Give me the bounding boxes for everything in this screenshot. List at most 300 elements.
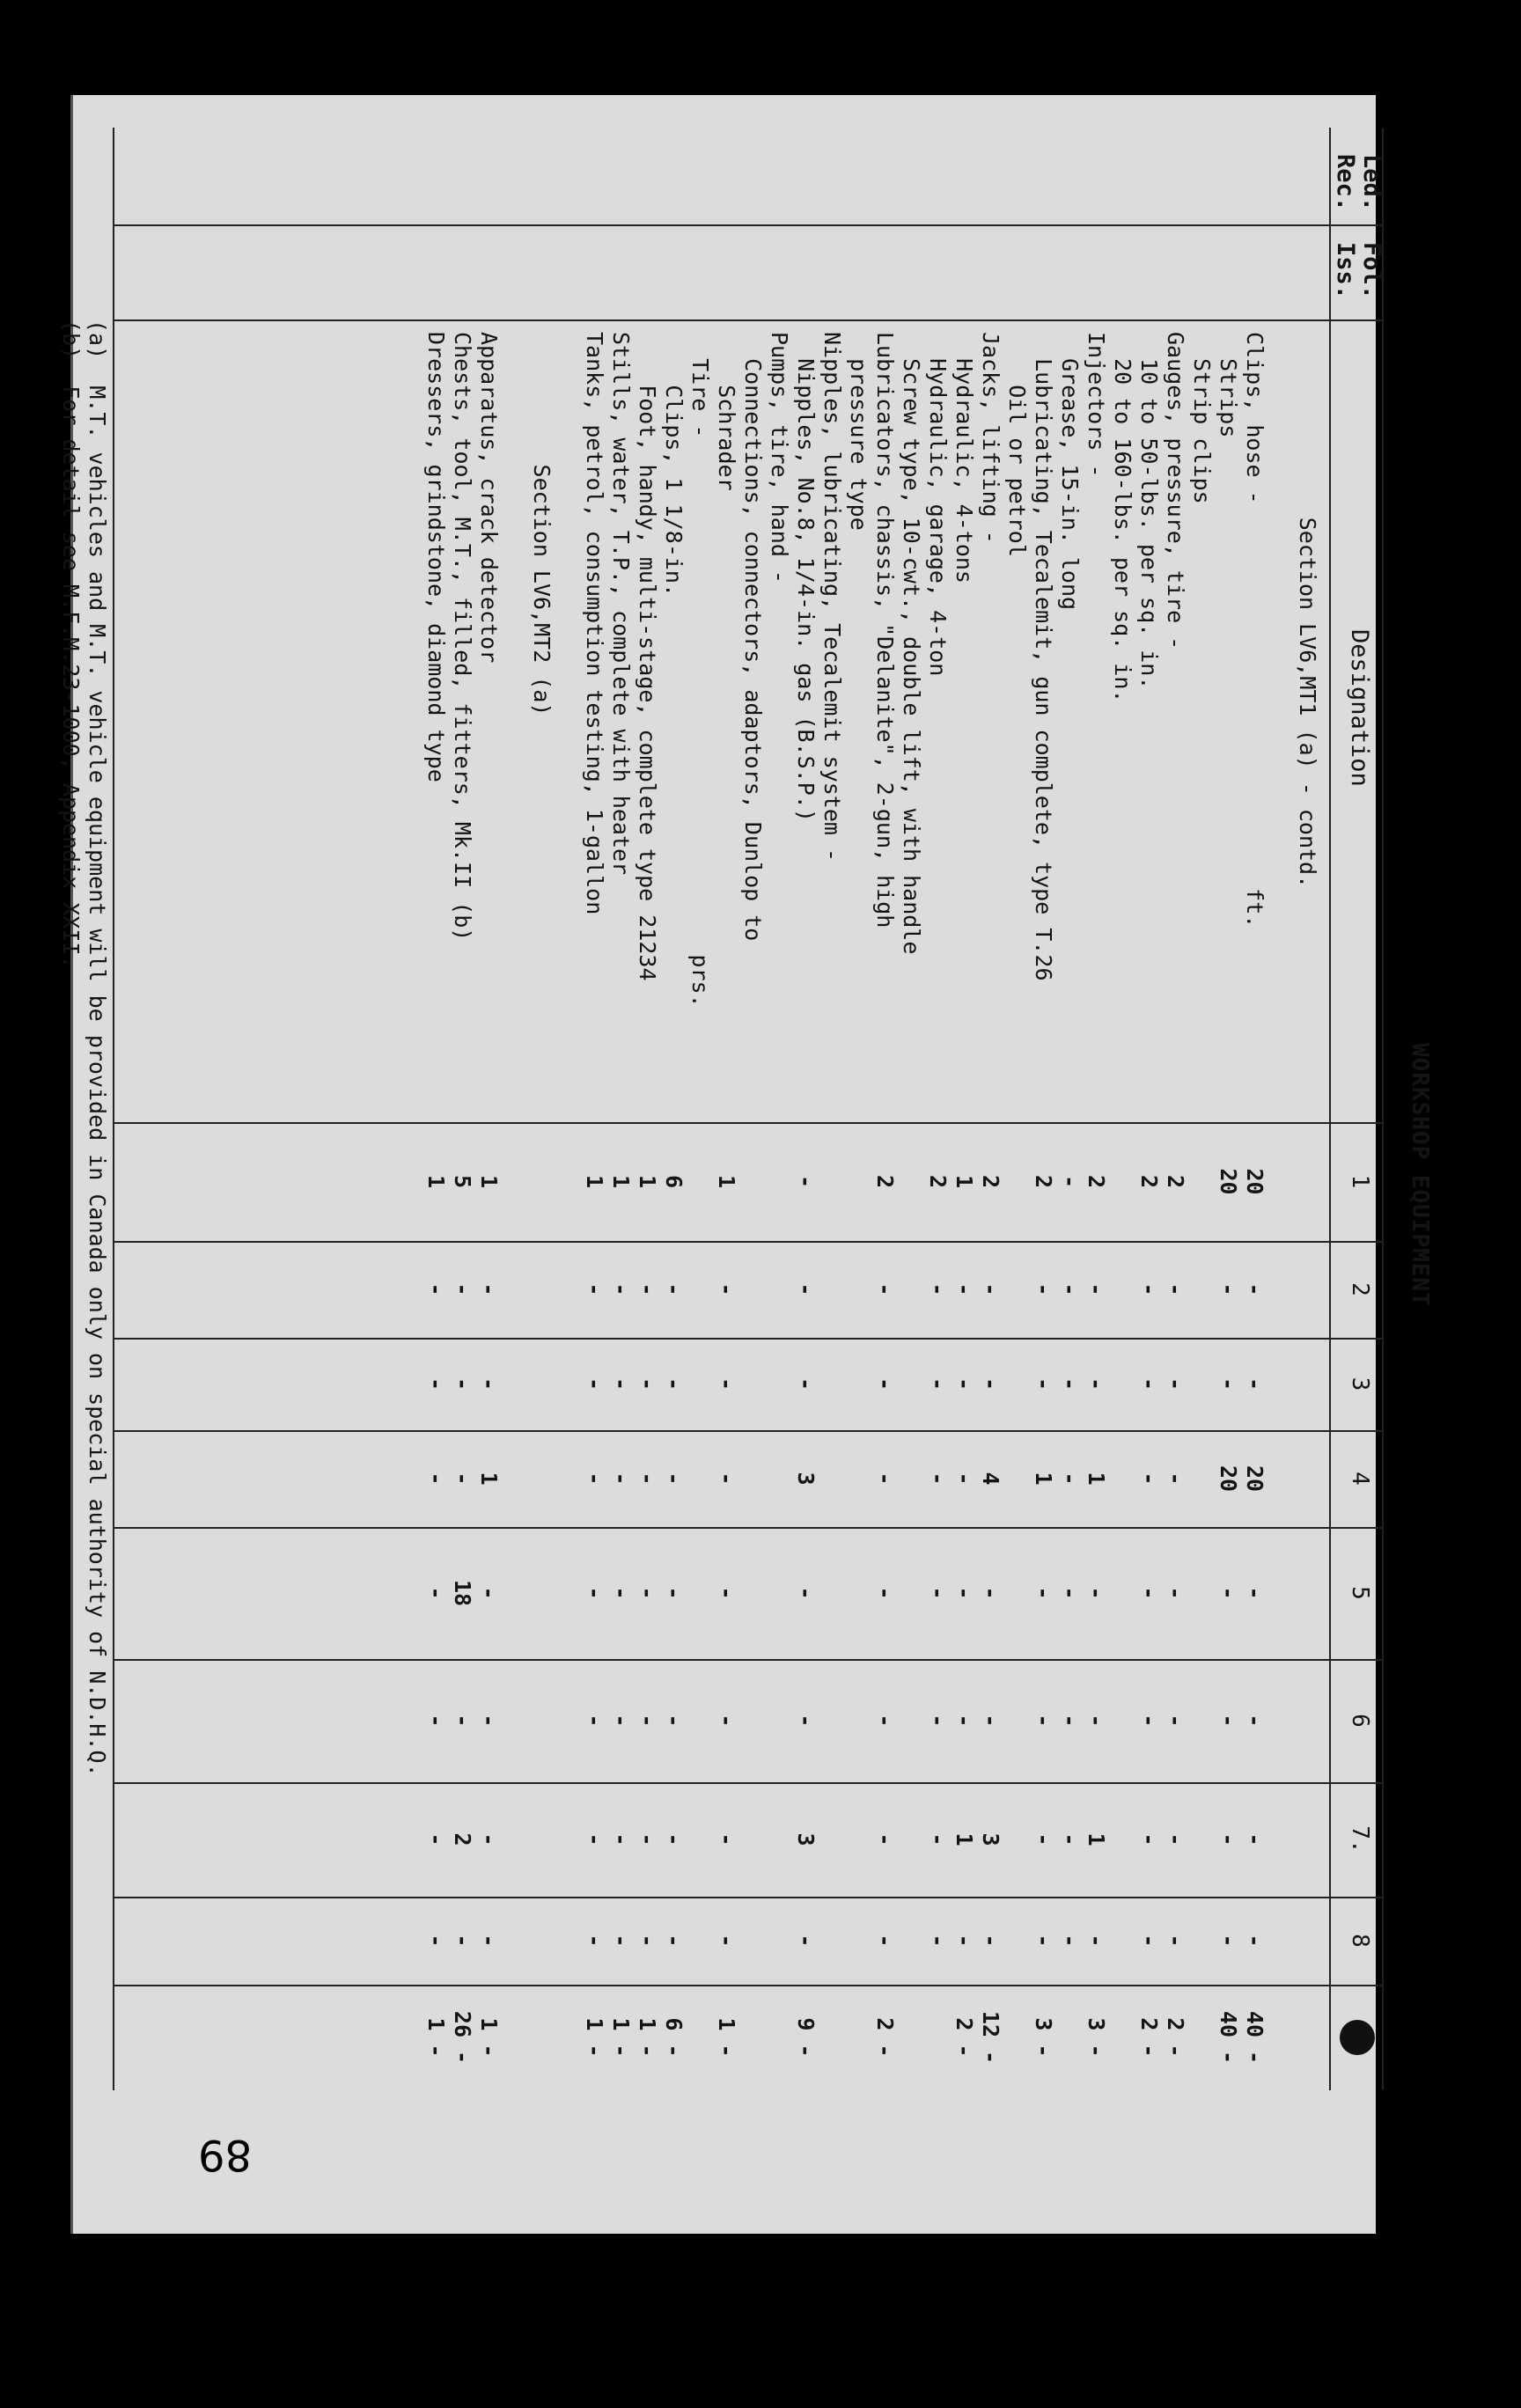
column-divider	[114, 1659, 1384, 1661]
row-cell-col-5	[898, 1527, 924, 1659]
row-cell-col-3: -	[450, 1377, 475, 1391]
row-cell-col-1	[1188, 1122, 1215, 1241]
row-cell-col-4	[502, 1430, 528, 1527]
row-cell-col-8: -	[1057, 1934, 1083, 1948]
row-cell-col-2: -	[661, 1282, 687, 1296]
row-cell-col-3: -	[1136, 1377, 1162, 1391]
row-cell-col-8: -	[978, 1934, 1003, 1948]
row-cell-col-3: -	[608, 1377, 634, 1391]
row-cell-col-4	[766, 1430, 792, 1527]
row-cell-col-6: -	[476, 1714, 502, 1728]
row-cell-col-6: -	[1216, 1714, 1241, 1728]
row-cell-col-5: -	[608, 1586, 634, 1600]
row-cell-col-1	[898, 1122, 924, 1241]
row-cell-col-1	[1003, 1122, 1030, 1241]
row-cell-col-6: -	[582, 1714, 607, 1728]
row-cell-col-3	[898, 1338, 924, 1430]
header-top-rule	[1382, 128, 1384, 2090]
row-cell-col-2	[819, 1241, 845, 1338]
row-cell-col-1: -	[1057, 1174, 1083, 1189]
row-cell-col-8	[1003, 1897, 1030, 1985]
row-cell-col-3: -	[1057, 1377, 1083, 1391]
row-cell-col-3	[739, 1338, 766, 1430]
row-cell-col-2	[739, 1241, 766, 1338]
row-cell-col-5: -	[1136, 1586, 1162, 1600]
led-header: Led.	[1358, 154, 1385, 212]
designation-header: Designation	[1346, 629, 1373, 787]
column-number-5: 5	[1347, 1586, 1373, 1600]
column-divider	[114, 1338, 1384, 1340]
row-cell-col-2	[845, 1241, 871, 1338]
row-cell-col-7: -	[635, 1832, 660, 1846]
column-divider	[114, 1897, 1384, 1898]
row-cell-col-1: 1	[714, 1174, 739, 1189]
row-cell-col-2: -	[714, 1282, 739, 1296]
row-cell-col-6: -	[1084, 1714, 1109, 1728]
row-designation: Stills, water, T.P., complete with heater	[608, 332, 634, 876]
row-cell-col-7: 2	[450, 1832, 475, 1846]
row-cell-col-3	[528, 1338, 555, 1430]
row-cell-col-6	[1268, 1659, 1294, 1782]
row-cell-col-8: -	[1136, 1934, 1162, 1948]
row-cell-col-2: -	[1031, 1282, 1056, 1296]
row-cell-col-7: -	[1031, 1832, 1056, 1846]
row-cell-col-4	[1268, 1430, 1294, 1527]
row-cell-col-4: -	[582, 1472, 607, 1486]
row-designation: Foot, handy, multi-stage, complete type 21234	[635, 332, 660, 981]
row-designation: Tanks, petrol, consumption testing, 1-gallon	[582, 332, 607, 915]
row-cell-col-9: 3 -	[1031, 2017, 1056, 2058]
row-cell-col-7	[1003, 1782, 1030, 1897]
row-cell-col-9: 1 -	[608, 2017, 634, 2058]
row-cell-col-6: -	[925, 1714, 951, 1728]
row-cell-col-7: 3	[793, 1832, 819, 1846]
column-divider	[114, 319, 1384, 321]
row-cell-col-2: -	[1242, 1282, 1268, 1296]
footnote-b: (b) For detail see M.F.M.23-1000, Appendix XXII.	[58, 319, 84, 969]
row-cell-col-5	[766, 1527, 792, 1659]
row-cell-col-8: -	[714, 1934, 739, 1948]
row-cell-col-7: 1	[1084, 1832, 1109, 1846]
row-cell-col-7: -	[1057, 1832, 1083, 1846]
row-cell-col-9: 1 -	[423, 2017, 449, 2058]
row-designation: Gauges, pressure, tire -	[1163, 332, 1188, 650]
row-cell-col-8: -	[608, 1934, 634, 1948]
row-cell-col-4: -	[1057, 1472, 1083, 1486]
footnote-a: (a) M.T. vehicles and M.T. vehicle equipment will be provided in Canada only on special authority of N.D.H.Q.	[84, 319, 110, 1777]
row-designation: Grease, 15-in. long	[1057, 332, 1083, 611]
table-bottom-rule	[113, 128, 114, 2090]
row-cell-col-4: -	[872, 1472, 898, 1486]
row-cell-col-1: 6	[661, 1174, 687, 1189]
row-cell-col-8	[687, 1897, 713, 1985]
row-cell-col-6	[1188, 1659, 1215, 1782]
row-designation: 10 to 50-lbs. per sq. in.	[1136, 332, 1162, 690]
row-cell-col-7: 1	[952, 1832, 977, 1846]
row-cell-col-7: -	[476, 1832, 502, 1846]
row-cell-col-2	[1294, 1241, 1320, 1338]
row-cell-col-9: 2 -	[872, 2017, 898, 2058]
row-cell-col-4: -	[925, 1472, 951, 1486]
row-cell-col-8: -	[476, 1934, 502, 1948]
row-cell-col-1	[845, 1122, 871, 1241]
row-designation: Screw type, 10-cwt., double lift, with handle	[899, 332, 924, 955]
row-cell-col-2	[898, 1241, 924, 1338]
row-cell-col-5	[1188, 1527, 1215, 1659]
row-cell-col-2: -	[635, 1282, 660, 1296]
row-cell-col-8: -	[1031, 1934, 1056, 1948]
row-designation: 20 to 160-lbs. per sq. in.	[1110, 332, 1135, 703]
row-cell-col-9	[924, 1985, 951, 2090]
row-cell-col-2	[1268, 1241, 1294, 1338]
row-cell-col-5: -	[952, 1586, 977, 1600]
row-cell-col-3: -	[714, 1377, 739, 1391]
row-cell-col-3: -	[925, 1377, 951, 1391]
row-cell-col-9: 40 -	[1216, 2010, 1241, 2065]
row-designation: Nipples, No.8, 1/4-in. gas (B.S.P.)	[793, 332, 819, 822]
row-cell-col-4	[898, 1430, 924, 1527]
row-cell-col-7	[819, 1782, 845, 1897]
row-cell-col-6	[898, 1659, 924, 1782]
row-cell-col-2	[528, 1241, 555, 1338]
row-cell-col-2: -	[925, 1282, 951, 1296]
row-cell-col-1: 1	[635, 1174, 660, 1189]
row-cell-col-7	[555, 1782, 581, 1897]
row-cell-col-2: -	[450, 1282, 475, 1296]
row-cell-col-4: -	[450, 1472, 475, 1486]
row-cell-col-6: -	[978, 1714, 1003, 1728]
row-cell-col-6: -	[1057, 1714, 1083, 1728]
row-cell-col-5: -	[661, 1586, 687, 1600]
row-cell-col-8: -	[582, 1934, 607, 1948]
row-cell-col-3	[555, 1338, 581, 1430]
row-cell-col-6	[687, 1659, 713, 1782]
row-cell-col-1	[555, 1122, 581, 1241]
row-cell-col-3: -	[1163, 1377, 1188, 1391]
row-cell-col-8: -	[1084, 1934, 1109, 1948]
row-cell-col-7	[845, 1782, 871, 1897]
row-cell-col-2: -	[1136, 1282, 1162, 1296]
row-cell-col-4	[819, 1430, 845, 1527]
row-cell-col-4: 1	[476, 1472, 502, 1486]
row-cell-col-2	[555, 1241, 581, 1338]
row-cell-col-4	[1003, 1430, 1030, 1527]
row-cell-col-2	[766, 1241, 792, 1338]
row-cell-col-9	[528, 1985, 555, 2090]
row-cell-col-9	[555, 1985, 581, 2090]
row-cell-col-4	[687, 1430, 713, 1527]
row-designation: Jacks, lifting -	[978, 332, 1003, 544]
row-cell-col-8: -	[952, 1934, 977, 1948]
row-cell-col-9: 1 -	[635, 2017, 660, 2058]
row-cell-col-1: 1	[476, 1174, 502, 1189]
row-cell-col-6: -	[1163, 1714, 1188, 1728]
row-cell-col-3	[1294, 1338, 1320, 1430]
row-cell-col-8: -	[661, 1934, 687, 1948]
row-cell-col-6: -	[872, 1714, 898, 1728]
row-cell-col-7: -	[1136, 1832, 1162, 1846]
row-cell-col-5: 18	[450, 1579, 475, 1607]
row-cell-col-7	[1109, 1782, 1135, 1897]
row-cell-col-3	[687, 1338, 713, 1430]
row-cell-col-7: -	[1163, 1832, 1188, 1846]
row-cell-col-6: -	[608, 1714, 634, 1728]
row-cell-col-6	[502, 1659, 528, 1782]
row-cell-col-8: -	[1216, 1934, 1241, 1948]
row-designation: Clips, 1 1/8-in.	[661, 332, 687, 598]
row-cell-col-8: -	[1163, 1934, 1188, 1948]
row-cell-col-9	[766, 1985, 792, 2090]
row-cell-col-3	[1003, 1338, 1030, 1430]
row-designation: Injectors -	[1084, 332, 1109, 478]
row-cell-col-3: -	[1242, 1377, 1268, 1391]
row-cell-col-4	[739, 1430, 766, 1527]
row-cell-col-2: -	[476, 1282, 502, 1296]
row-cell-col-4	[1109, 1430, 1135, 1527]
row-cell-col-8	[739, 1897, 766, 1985]
row-cell-col-7: -	[661, 1832, 687, 1846]
fol-header: Fol.	[1358, 242, 1385, 300]
row-cell-col-9	[502, 1985, 528, 2090]
row-cell-col-9: 1 -	[714, 2017, 739, 2058]
row-cell-col-6	[555, 1659, 581, 1782]
column-number-3: 3	[1347, 1377, 1373, 1391]
column-number-1: 1	[1347, 1174, 1373, 1189]
row-cell-col-8	[1188, 1897, 1215, 1985]
row-cell-col-4: 20	[1242, 1465, 1268, 1493]
row-designation: Connections, connectors, adaptors, Dunlop to	[740, 332, 766, 942]
row-designation: pressure type	[846, 332, 871, 531]
row-cell-col-6	[845, 1659, 871, 1782]
row-cell-col-4	[1294, 1430, 1320, 1527]
row-cell-col-9	[1294, 1985, 1320, 2090]
row-cell-col-5: -	[872, 1586, 898, 1600]
row-cell-col-7: -	[1216, 1832, 1241, 1846]
row-cell-col-2: -	[793, 1282, 819, 1296]
column-divider	[114, 1430, 1384, 1432]
row-designation: Dressers, grindstone, diamond type	[423, 332, 449, 782]
row-cell-col-4: -	[952, 1472, 977, 1486]
row-cell-col-8	[528, 1897, 555, 1985]
total-column-marker-icon	[1340, 2020, 1375, 2055]
row-designation: Hydraulic, 4-tons	[952, 332, 977, 584]
rec-header: Rec.	[1332, 154, 1359, 212]
row-cell-col-2	[502, 1241, 528, 1338]
row-cell-col-7: -	[608, 1832, 634, 1846]
row-cell-col-6: -	[661, 1714, 687, 1728]
table-title: WORKSHOP EQUIPMENT	[1407, 1043, 1433, 1307]
row-cell-col-7: -	[714, 1832, 739, 1846]
row-cell-col-2: -	[1057, 1282, 1083, 1296]
row-cell-col-3: -	[872, 1377, 898, 1391]
row-cell-col-1: 1	[423, 1174, 449, 1189]
row-cell-col-3	[1268, 1338, 1294, 1430]
row-cell-col-4	[528, 1430, 555, 1527]
row-cell-col-3	[1188, 1338, 1215, 1430]
row-cell-col-9: 1 -	[582, 2017, 607, 2058]
row-cell-col-9: 1 -	[476, 2017, 502, 2058]
row-cell-col-9: 6 -	[661, 2017, 687, 2058]
row-cell-col-1: 20	[1216, 1168, 1241, 1195]
row-cell-col-5: -	[1084, 1586, 1109, 1600]
equipment-table	[58, 128, 1444, 2090]
row-cell-col-9	[687, 1985, 713, 2090]
page-number: 89	[198, 2130, 253, 2179]
row-cell-col-5	[687, 1527, 713, 1659]
row-cell-col-2	[687, 1241, 713, 1338]
row-cell-col-7	[898, 1782, 924, 1897]
iss-header: Iss.	[1332, 242, 1359, 300]
row-cell-col-5	[1294, 1527, 1320, 1659]
row-designation: Chests, tool, M.T., filled, fitters, Mk.II (b)	[450, 332, 475, 942]
row-cell-col-7: -	[1242, 1832, 1268, 1846]
row-cell-col-3: -	[1216, 1377, 1241, 1391]
row-cell-col-8: -	[423, 1934, 449, 1948]
row-cell-col-8	[898, 1897, 924, 1985]
row-cell-col-7	[1268, 1782, 1294, 1897]
row-cell-col-6: -	[1136, 1714, 1162, 1728]
row-cell-col-4: -	[661, 1472, 687, 1486]
column-number-4: 4	[1347, 1472, 1373, 1486]
row-cell-col-6: -	[714, 1714, 739, 1728]
column-number-8: 8	[1347, 1934, 1373, 1948]
row-cell-col-6: -	[1031, 1714, 1056, 1728]
row-cell-col-4	[555, 1430, 581, 1527]
column-number-2: 2	[1347, 1282, 1373, 1296]
row-cell-col-8: -	[793, 1934, 819, 1948]
row-cell-col-9	[1109, 1985, 1135, 2090]
row-cell-col-3: -	[1084, 1377, 1109, 1391]
row-cell-col-3: -	[793, 1377, 819, 1391]
row-cell-col-1	[819, 1122, 845, 1241]
row-designation: Lubricators, chassis, "Delanite", 2-gun, high	[872, 332, 898, 929]
row-cell-col-3: -	[635, 1377, 660, 1391]
row-cell-col-1: 2	[1031, 1174, 1056, 1189]
row-cell-col-7: -	[423, 1832, 449, 1846]
row-cell-col-8: -	[925, 1934, 951, 1948]
row-designation: Clips, hose - ft.	[1242, 332, 1268, 929]
row-cell-col-6: -	[450, 1714, 475, 1728]
row-cell-col-8: -	[635, 1934, 660, 1948]
row-cell-col-5: -	[1031, 1586, 1056, 1600]
row-cell-col-7	[766, 1782, 792, 1897]
row-cell-col-1: 1	[582, 1174, 607, 1189]
row-cell-col-2: -	[1084, 1282, 1109, 1296]
row-cell-col-5: -	[1057, 1586, 1083, 1600]
row-cell-col-5: -	[1163, 1586, 1188, 1600]
row-cell-col-9: 9 -	[793, 2017, 819, 2058]
row-cell-col-4	[1188, 1430, 1215, 1527]
row-cell-col-6: -	[1242, 1714, 1268, 1728]
row-cell-col-6	[819, 1659, 845, 1782]
row-cell-col-8: -	[450, 1934, 475, 1948]
row-cell-col-1: 2	[925, 1174, 951, 1189]
column-divider	[114, 1782, 1384, 1784]
row-cell-col-9: 3 -	[1084, 2017, 1109, 2058]
row-cell-col-9	[845, 1985, 871, 2090]
row-cell-col-5: -	[635, 1586, 660, 1600]
row-cell-col-3: -	[476, 1377, 502, 1391]
row-cell-col-8	[1268, 1897, 1294, 1985]
row-cell-col-1: 5	[450, 1174, 475, 1189]
row-cell-col-3	[1109, 1338, 1135, 1430]
row-cell-col-1	[739, 1122, 766, 1241]
row-designation: Tire - prs.	[687, 332, 713, 1008]
row-cell-col-5	[528, 1527, 555, 1659]
row-cell-col-2: -	[1216, 1282, 1241, 1296]
column-divider	[114, 1985, 1384, 1986]
row-cell-col-7: -	[925, 1832, 951, 1846]
row-designation: Section LV6,MT1 (a) - contd.	[1295, 332, 1320, 889]
row-cell-col-5: -	[476, 1586, 502, 1600]
row-cell-col-3: -	[661, 1377, 687, 1391]
row-cell-col-7	[502, 1782, 528, 1897]
row-cell-col-5: -	[1242, 1586, 1268, 1600]
row-cell-col-6	[739, 1659, 766, 1782]
row-cell-col-5: -	[793, 1586, 819, 1600]
row-cell-col-1: 2	[1084, 1174, 1109, 1189]
row-cell-col-6	[766, 1659, 792, 1782]
row-cell-col-5: -	[714, 1586, 739, 1600]
row-cell-col-9: 26 -	[450, 2010, 475, 2065]
row-cell-col-5: -	[978, 1586, 1003, 1600]
row-cell-col-9	[819, 1985, 845, 2090]
row-designation: Apparatus, crack detector	[476, 332, 502, 664]
column-number-6: 6	[1347, 1714, 1373, 1728]
row-cell-col-2: -	[872, 1282, 898, 1296]
row-cell-col-9	[898, 1985, 924, 2090]
row-cell-col-3: -	[978, 1377, 1003, 1391]
row-cell-col-1: 2	[1136, 1174, 1162, 1189]
row-cell-col-3: -	[1031, 1377, 1056, 1391]
row-cell-col-4: -	[608, 1472, 634, 1486]
column-divider	[114, 1527, 1384, 1529]
row-cell-col-4	[845, 1430, 871, 1527]
row-cell-col-6: -	[952, 1714, 977, 1728]
row-cell-col-2: -	[423, 1282, 449, 1296]
row-designation: Section LV6,MT2 (a)	[529, 332, 555, 716]
row-cell-col-5	[502, 1527, 528, 1659]
row-cell-col-7	[1294, 1782, 1320, 1897]
row-cell-col-7: -	[582, 1832, 607, 1846]
row-cell-col-7	[1188, 1782, 1215, 1897]
row-cell-col-4: 3	[793, 1472, 819, 1486]
row-cell-col-5: -	[925, 1586, 951, 1600]
row-cell-col-1: 20	[1242, 1168, 1268, 1195]
row-designation: Hydraulic, garage, 4-ton	[925, 332, 951, 677]
row-cell-col-5: -	[1216, 1586, 1241, 1600]
row-cell-col-1: 2	[978, 1174, 1003, 1189]
row-cell-col-2: -	[952, 1282, 977, 1296]
row-cell-col-8	[502, 1897, 528, 1985]
row-cell-col-8: -	[872, 1934, 898, 1948]
row-cell-col-4: -	[1163, 1472, 1188, 1486]
row-cell-col-8	[819, 1897, 845, 1985]
row-cell-col-7	[528, 1782, 555, 1897]
row-cell-col-3	[502, 1338, 528, 1430]
row-cell-col-2	[1188, 1241, 1215, 1338]
column-divider	[114, 1241, 1384, 1243]
row-cell-col-7	[687, 1782, 713, 1897]
row-cell-col-2: -	[608, 1282, 634, 1296]
row-cell-col-5	[819, 1527, 845, 1659]
row-cell-col-8	[766, 1897, 792, 1985]
row-cell-col-1: 1	[952, 1174, 977, 1189]
row-cell-col-6: -	[635, 1714, 660, 1728]
row-cell-col-4: -	[635, 1472, 660, 1486]
column-divider	[114, 224, 1384, 226]
row-cell-col-5: -	[423, 1586, 449, 1600]
